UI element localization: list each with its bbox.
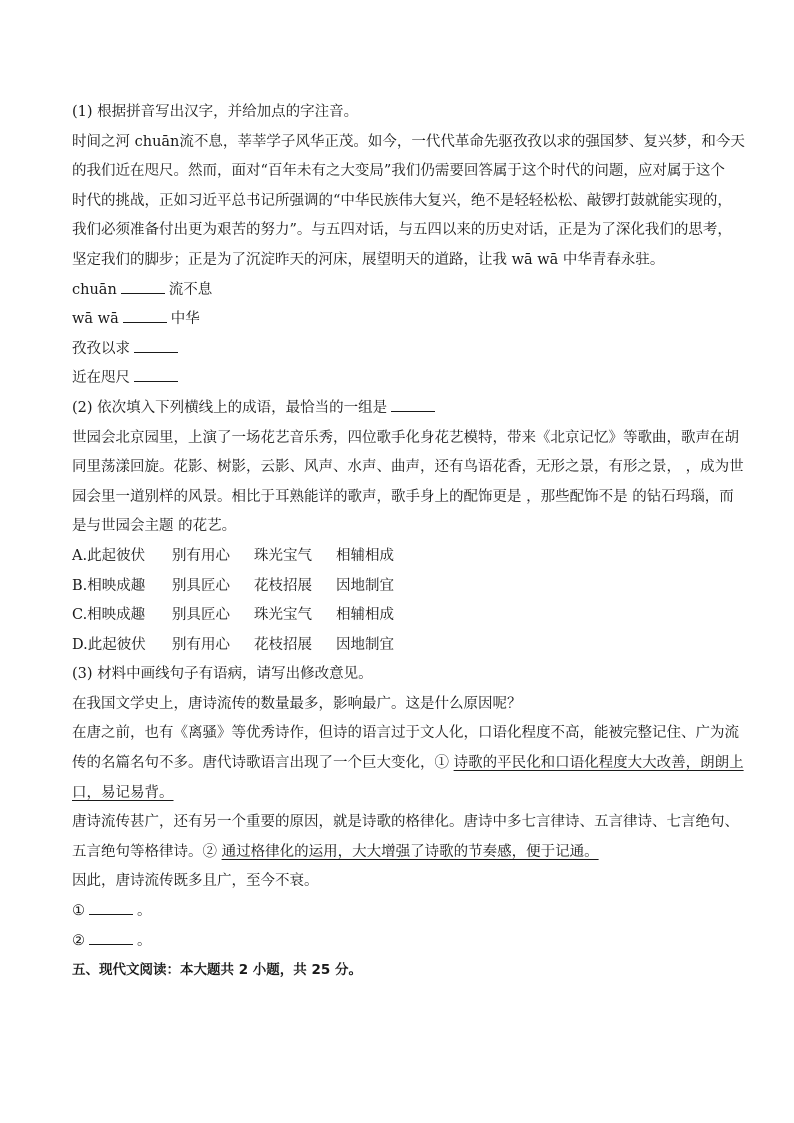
q3-line-3 [72, 749, 744, 779]
q2-options [72, 542, 724, 660]
answer-blank[interactable] [89, 913, 133, 915]
option-d[interactable] [72, 631, 724, 661]
q3-line-2: 在唐之前，也有《离骚》等优秀诗作，但诗的语言过于文人化，口语化程度不高，能被完整记住、广为流 [72, 725, 739, 742]
q1-item-4-prefix: 近在咫尺 [72, 370, 130, 387]
option-d-3: 花枝招展 [254, 636, 312, 653]
q3-line-6 [72, 838, 724, 868]
q1-item-1-prefix: chuān [72, 281, 117, 298]
q1-item-3 [72, 335, 724, 365]
q3-line-1: 在我国文学史上，唐诗流传的数量最多，影响最广。这是什么原因呢？ [72, 695, 522, 712]
q1-passage-line-4: 我们必须准备付出更为艰苦的努力”。与五四对话，与五四以来的历史对话，正是为了深化我们的思考， [72, 222, 732, 239]
q1-item-2 [72, 305, 724, 335]
document-page [72, 98, 745, 986]
q3-line-6-text: 五言绝句等格律诗。② [72, 843, 222, 860]
underlined-sentence-1-end: 口，易记易背。 [72, 784, 174, 801]
option-c-4: 相辅相成 [336, 607, 394, 624]
option-a-2: 别有用心 [172, 547, 230, 564]
q3-line-3-text: 传的名篇名句不多。唐代诗歌语言出现了一个巨大变化，① [72, 755, 454, 772]
answer-blank[interactable] [121, 292, 165, 294]
option-c-2: 别具匠心 [172, 607, 230, 624]
option-c-1: C.相映成趣 [72, 607, 146, 624]
q1-passage-line-2: 的我们近在咫尺。然而，面对“百年未有之大变局”我们仍需要回答属于这个时代的问题，应对属于这个 [72, 163, 725, 180]
option-b-3: 花枝招展 [254, 577, 312, 594]
q1-passage-line-5: 坚定我们的脚步；正是为了沉淀昨天的河床，展望明天的道路，让我 wā wā 中华青春永驻。 [72, 251, 665, 268]
option-d-2: 别有用心 [172, 636, 230, 653]
option-a[interactable] [72, 542, 724, 572]
q3-line-4 [72, 779, 724, 809]
q1-item-2-prefix: wā wā [72, 311, 119, 328]
option-b-1: B.相映成趣 [72, 577, 146, 594]
q3-line-5: 唐诗流传甚广，还有另一个重要的原因，就是诗歌的格律化。唐诗中多七言律诗、五言律诗、七言绝句、 [72, 814, 739, 831]
q1-item-4 [72, 364, 724, 394]
q3-answer-1 [72, 897, 724, 927]
option-d-4: 因地制宜 [336, 636, 394, 653]
q2-prompt: (2) 依次填入下列横线上的成语，最恰当的一组是 [72, 399, 388, 416]
option-a-3: 珠光宝气 [254, 547, 312, 564]
option-a-4: 相辅相成 [336, 547, 394, 564]
q3-answer-2 [72, 927, 724, 957]
answer-blank[interactable] [89, 943, 133, 945]
q2-passage-line-4: 是与世园会主题 的花艺。 [72, 518, 237, 535]
q1-passage-line-1: 时间之河 chuān流不息，莘莘学子风华正茂。如今，一代代革命先驱孜孜以求的强国梦、复兴梦，和今天 [72, 133, 745, 150]
q1-item-1-suffix: 流不息 [168, 281, 213, 298]
q2-prompt-line [72, 394, 724, 424]
underlined-sentence-2: 通过格律化的运用，大大增强了诗歌的节奏感，便于记通。 [221, 843, 599, 860]
option-a-1: A.此起彼伏 [72, 547, 146, 564]
q1-passage-line-3: 时代的挑战，正如习近平总书记所强调的“中华民族伟大复兴，绝不是轻轻松松、敲锣打鼓就能实现的， [72, 192, 732, 209]
q3-prompt: (3) 材料中画线句子有语病，请写出修改意见。 [72, 666, 373, 683]
q1-item-2-suffix: 中华 [170, 311, 200, 328]
answer-blank[interactable] [391, 410, 435, 412]
q1-prompt: (1) 根据拼音写出汉字，并给加点的字注音。 [72, 104, 359, 120]
option-b-2: 别具匠心 [172, 577, 230, 594]
option-d-1: D.此起彼伏 [72, 636, 146, 653]
q1-item-3-prefix: 孜孜以求 [72, 340, 130, 357]
option-c-3: 珠光宝气 [254, 607, 312, 624]
section-heading-5: 五、现代文阅读：本大题共 2 小题，共 25 分。 [72, 962, 362, 979]
option-b[interactable] [72, 572, 724, 602]
answer-1-label: ① [72, 903, 85, 920]
answer-2-label: ② [72, 932, 85, 949]
answer-2-period: 。 [137, 932, 152, 949]
answer-1-period: 。 [137, 903, 152, 920]
answer-blank[interactable] [134, 351, 178, 353]
q2-passage-line-2: 同里荡漾回旋。花影、树影，云影、风声、水声、曲声，还有鸟语花香，无形之景，有形之景， ，成为世 [72, 459, 744, 476]
option-c[interactable] [72, 601, 724, 631]
q1-item-1 [72, 276, 724, 306]
q2-passage-line-1: 世园会北京园里，上演了一场花艺音乐秀，四位歌手化身花艺模特，带来《北京记忆》等歌曲，歌声在胡 [72, 429, 739, 446]
answer-blank[interactable] [134, 380, 178, 382]
q2-passage-line-3: 园会里一道别样的风景。相比于耳熟能详的歌声，歌手身上的配饰更是 ，那些配饰不是 的钻石玛瑙，而 [72, 488, 734, 505]
option-b-4: 因地制宜 [336, 577, 394, 594]
underlined-sentence-1: 诗歌的平民化和口语化程度大大改善，朗朗上 [453, 755, 744, 772]
q3-line-7: 因此，唐诗流传既多且广，至今不衰。 [72, 873, 319, 890]
answer-blank[interactable] [123, 321, 167, 323]
